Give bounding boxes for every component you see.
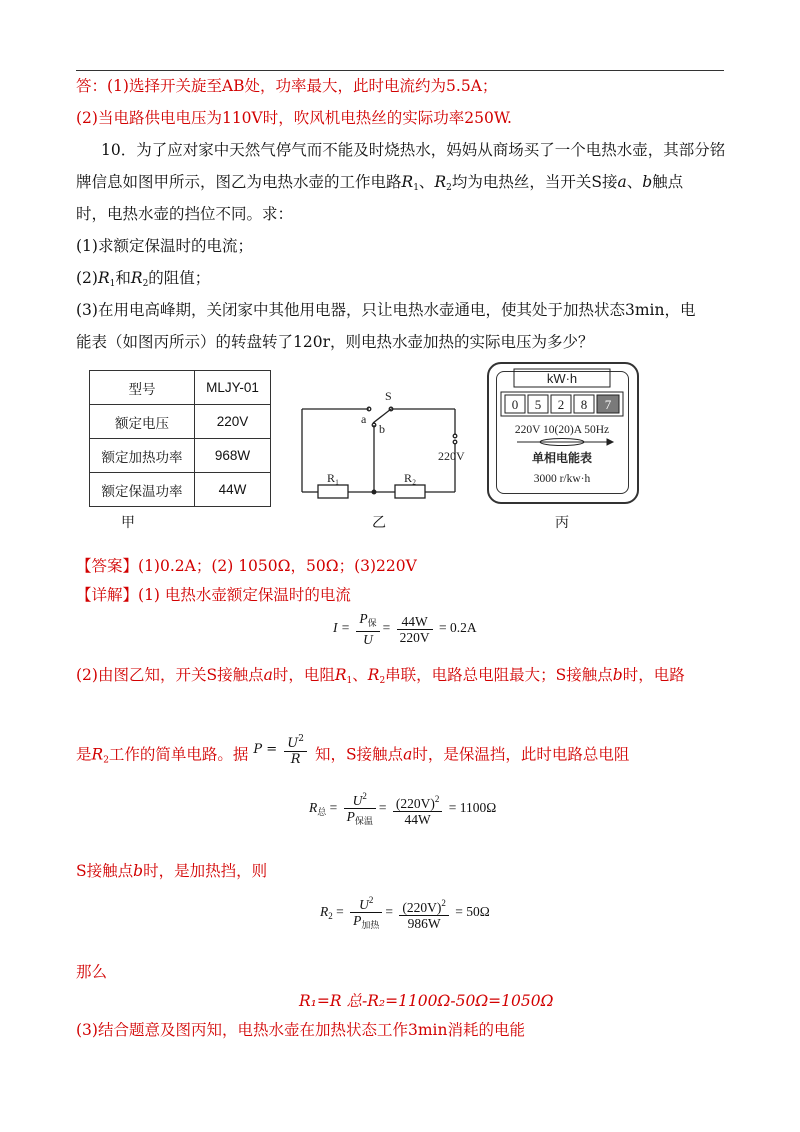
question-part3-1: (3)在用电高峰期，关闭家中其他用电器，只让电热水壶通电，使其处于加热状态3min，电 xyxy=(76,301,696,319)
top-rule xyxy=(76,70,724,71)
caption-yi: 乙 xyxy=(372,514,386,530)
meter-details xyxy=(487,362,639,504)
meter-name: 单相电能表 xyxy=(531,451,593,465)
meter-constant: 3000 r/kw·h xyxy=(533,473,591,485)
detail-part3: (3)结合题意及图丙知，电热水壶在加热状态工作3min消耗的电能 xyxy=(76,1021,525,1039)
spec-row: 额定电压 220V xyxy=(90,405,271,439)
detail-intro: 【详解】(1) 电热水壶额定保温时的电流 xyxy=(76,586,351,604)
prev-answer-line2: (2)当电路供电电压为110V时，吹风机电热丝的实际功率250W. xyxy=(76,109,512,127)
spec-row: 额定加热功率 968W xyxy=(90,439,271,473)
source-label: 220V xyxy=(438,449,465,463)
meter-unit: kW·h xyxy=(546,371,578,386)
meter-digit: 5 xyxy=(534,397,542,412)
prev-answer-line1: 答：(1)选择开关旋至AB处，功率最大，此时电流约为5.5A； xyxy=(76,77,498,95)
answer-line: 【答案】(1)0.2A；(2) 1050Ω，50Ω；(3)220V xyxy=(76,557,417,575)
question-part2: $(2)R_1$和$R_2$的阻值； xyxy=(76,269,211,289)
detail-heat-line: S接触点b时，是加热挡，则 xyxy=(76,862,268,880)
question-stem-3: 时，电热水壶的挡位不同。求： xyxy=(76,205,294,223)
r2-label: R₂ xyxy=(404,471,417,485)
equation-4: R₁=R 总-R₂=1100Ω-50Ω=1050Ω xyxy=(299,992,554,1010)
r1-label: R₁ xyxy=(327,471,340,485)
question-part1: (1)求额定保温时的电流； xyxy=(76,237,253,255)
equation-3: $R_2$ = $\frac{U^2}{P_{加热}}$ = $\frac{(220V)^2}{986W}$ = 50Ω xyxy=(320,895,490,931)
question-stem-1: 10．为了应对家中天然气停气而不能及时烧热水，妈妈从商场买了一个电热水壶，其部分铭 xyxy=(101,141,726,159)
question-stem-2: 牌信息如图甲所示，图乙为电热水壶的工作电路$R_1$、$R_2$均为电热丝，当开关S接a、b触点 xyxy=(76,173,684,193)
switch-label: S xyxy=(385,389,392,403)
caption-jia: 甲 xyxy=(121,514,135,530)
equation-1: I = $\frac{P_保}{U}$ = $\frac{44W}{220V}$ = 0.2A xyxy=(333,611,477,647)
detail-part2-line2: 是$R_2$工作的简单电路。据 P = $\frac{U^2}{R}$ 知，S接触点a时，是保温挡，此时电路总电阻 xyxy=(76,734,630,767)
meter-rating: 220V 10(20)A 50Hz xyxy=(514,424,610,436)
contact-b-label: b xyxy=(379,422,385,436)
spec-row: 型号 MLJY-01 xyxy=(90,371,271,405)
meter-dial-icon xyxy=(517,439,613,446)
question-part3-2: 能表（如图丙所示）的转盘转了120r，则电热水壶加热的实际电压为多少？ xyxy=(76,333,594,351)
equation-2: $R_总$ = $\frac{U^2}{P_{保温}}$ = $\frac{(220V)^2}{44W}$ = 1100Ω xyxy=(309,791,497,827)
detail-part2-line1: (2)由图乙知，开关S接触点a时，电阻$R_1$、$R_2$串联，电路总电阻最大；S接触点b时，电路 xyxy=(76,666,685,686)
detail-then: 那么 xyxy=(76,963,108,981)
circuit-diagram xyxy=(295,385,470,505)
contact-a-label: a xyxy=(361,412,367,426)
meter-digit: 2 xyxy=(557,397,565,412)
spec-table xyxy=(89,370,271,507)
meter-digit: 0 xyxy=(511,397,519,412)
spec-row: 额定保温功率 44W xyxy=(90,473,271,507)
caption-bing: 丙 xyxy=(555,514,569,530)
meter-digit: 8 xyxy=(580,397,588,412)
meter-digit-decimal: 7 xyxy=(604,397,612,412)
